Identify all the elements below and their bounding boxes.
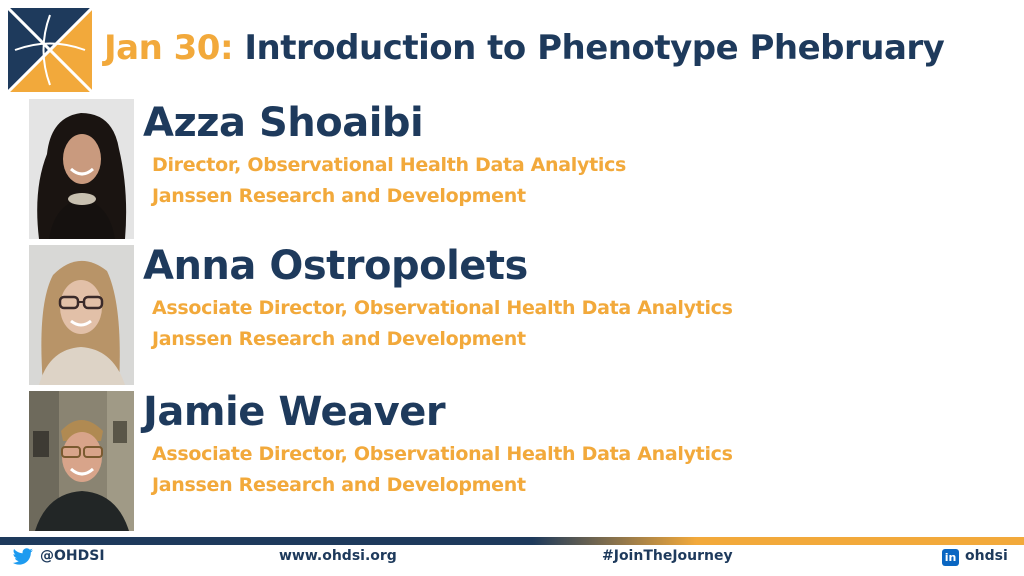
slide-title — [104, 28, 944, 68]
speaker-role: Director, Observational Health Data Analytics — [152, 154, 627, 176]
speaker-org: Janssen Research and Development — [152, 185, 526, 207]
title-text: Introduction to Phenotype Phebruary — [244, 28, 945, 68]
speaker-org: Janssen Research and Development — [152, 474, 526, 496]
ohdsi-logo — [7, 7, 93, 93]
twitter-icon[interactable] — [12, 548, 34, 566]
hashtag: #JoinTheJourney — [602, 548, 733, 564]
speaker-photo-anna — [29, 245, 134, 385]
website-link[interactable]: www.ohdsi.org — [279, 548, 397, 564]
speaker-name: Anna Ostropolets — [143, 243, 528, 289]
speaker-photo-jamie — [29, 391, 134, 531]
title-date: Jan 30: — [104, 28, 234, 68]
speaker-name: Azza Shoaibi — [143, 100, 424, 146]
speaker-role: Associate Director, Observational Health Data Analytics — [152, 297, 733, 319]
footer-divider — [0, 537, 1024, 545]
speaker-role: Associate Director, Observational Health Data Analytics — [152, 443, 733, 465]
speaker-photo-azza — [29, 99, 134, 239]
twitter-handle[interactable]: @OHDSI — [40, 548, 105, 564]
linkedin-icon[interactable]: in — [942, 549, 959, 566]
speaker-name: Jamie Weaver — [143, 389, 446, 435]
speaker-org: Janssen Research and Development — [152, 328, 526, 350]
linkedin-handle[interactable]: ohdsi — [965, 548, 1008, 564]
